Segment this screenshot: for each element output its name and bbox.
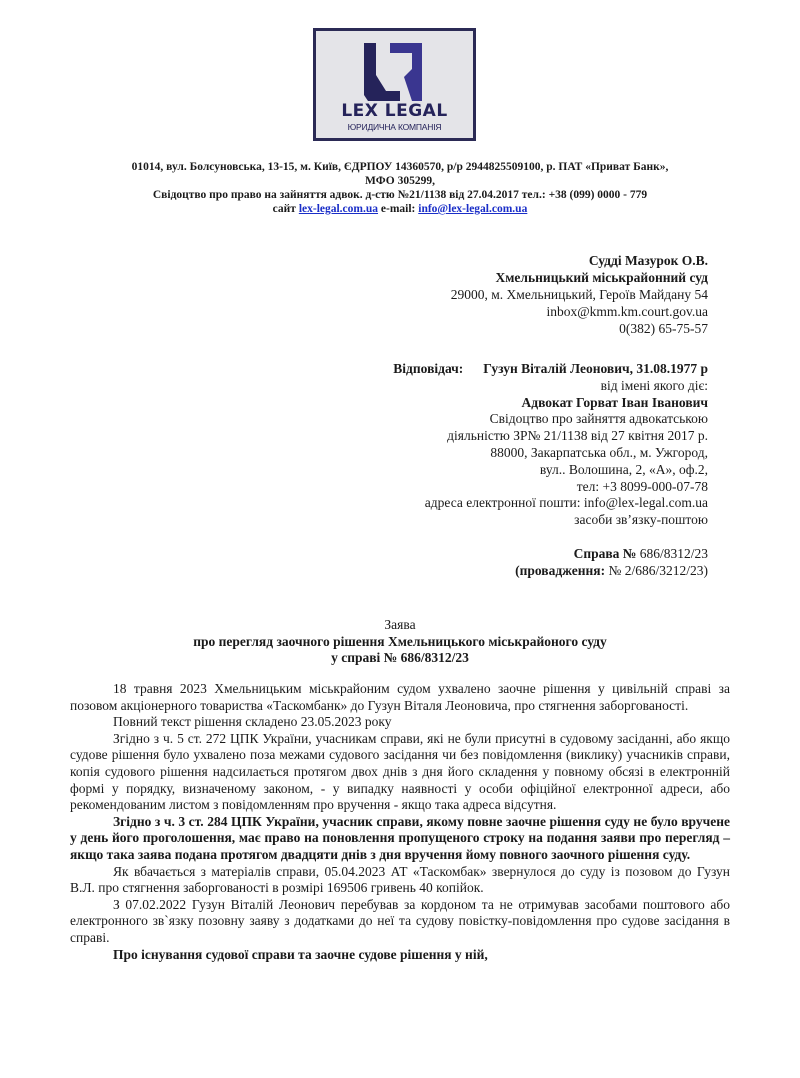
body-paragraph: Згідно з ч. 3 ст. 284 ЦПК України, учасник справи, якому повне заочне рішення суду не було вручене у день його проголошення, має право на поновлення пропущеного строку на подання заяви про перегляд – якщо така заява подана протягом двадцяти днів з дня вручення йому повного заочного рішення суду. [70,813,730,862]
body-paragraph: Як вбачається з матеріалів справи, 05.04.2023 АТ «Таскомбак» звернулося до суду із позовом до Гузун В.Л. про стягнення заборгованості в розмірі 169506 гривень 40 копійок. [70,863,730,896]
addressee-block [451,252,708,337]
letterhead-contacts [100,202,700,216]
case-number: 686/8312/23 [639,546,708,561]
court-email: inbox@kmm.km.court.gov.ua [546,304,708,319]
document-title [100,617,700,667]
on-behalf-text: від імені якого діє: [600,377,708,393]
site-link[interactable]: lex-legal.com.ua [298,203,379,215]
body-paragraph: Повний текст рішення складено 23.05.2023 року [113,714,392,730]
email-label: e-mail: [380,203,416,215]
contact-means: засоби зв’язку-поштою [574,512,708,528]
body-paragraph: Згідно з ч. 5 ст. 272 ЦПК України, учасникам справи, які не були присутні в судовому засіданні, або якщо судове рішення було ухвалено поза межами судового засідання чи без повідомлення (виклику) учасників справи, копія судового рішення надсилається протягом двох днів з дня його складення у повному обсязі в електронній формі у порядку, визначеному законом, - у випадку наявності у особи офіційної електронної адреси, або рекомендованим листом з повідомленням про вручення - якщо така адреса відсутня. [70,730,730,813]
lawyer-email: адреса електронної пошти: info@lex-legal.com.ua [424,495,708,511]
title-line1: Заява [384,617,416,632]
letterhead-address: 01014, вул. Болсуновська, 13-15, м. Київ, ЄДРПОУ 14360570, р/р 2944825509100, р. ПАТ «Приват Банк», [131,161,669,173]
body-paragraph: Про існування судової справи та заочне судове рішення у ній, [113,946,488,962]
title-line3: у справі № 686/8312/23 [331,650,469,665]
lawyer-certificate-line2: діяльністю ЗР№ 21/1138 від 27 квітня 2017 р. [447,428,708,444]
court-phone: 0(382) 65-75-57 [619,321,708,336]
lawyer-phone: тел: +3 8099-000-07-78 [576,478,708,494]
company-logo [313,28,476,141]
court-address: 29000, м. Хмельницький, Героїв Майдану 54 [450,287,708,302]
body-paragraph: З 07.02.2022 Гузун Віталій Леонович перебував за кордоном та не отримував засобами поштового або електронного зв`язку позовну заяву з додатками до неї та судову повістку-повідомлення про судове засідання в справі. [70,896,730,945]
case-block [515,545,708,579]
lawyer-name: Адвокат Горват Іван Іванович [521,394,708,410]
title-line2: про перегляд заочного рішення Хмельницького міськрайоного суду [193,633,607,649]
lawyer-address-line2: вул.. Волошина, 2, «А», оф.2, [539,461,708,477]
lawyer-certificate-line1: Свідоцтво про зайняття адвокатською [489,411,708,427]
judge-name: Судді Мазурок О.В. [588,253,708,268]
letterhead-mfo: МФО 305299, [365,175,435,187]
logo-name: LEX LEGAL [341,101,448,121]
respondent-name: Гузун Віталій Леонович, 31.08.1977 р [483,361,708,376]
letterhead-info [100,160,700,216]
proceeding-label: (провадження: [515,563,606,578]
lawyer-address-line1: 88000, Закарпатська обл., м. Ужгород, [490,444,708,460]
email-link[interactable]: info@lex-legal.com.ua [418,203,528,215]
site-label: сайт [272,203,296,215]
lex-legal-logo-icon [360,41,430,103]
respondent-line [258,361,708,378]
logo-subtitle: ЮРИДИЧНА КОМПАНІЯ [347,122,442,132]
case-number-line [515,545,708,562]
court-name: Хмельницький міськрайонний суд [495,270,708,285]
proceeding-number: № 2/686/3212/23) [608,563,708,578]
respondent-block [258,361,708,529]
case-label: Справа № [573,546,637,561]
respondent-label: Відповідач: [393,361,464,376]
document-body [70,681,730,963]
proceeding-line [515,562,708,579]
body-paragraph: 18 травня 2023 Хмельницьким міськрайоним судом ухвалено заочне рішення у цивільній справі за позовом акціонерного товариства «Таскомбанк» до Гузун Віталя Леоновича, про стягнення заборгованості. [70,681,730,713]
letterhead-certificate: Свідоцтво про право на зайняття адвок. д-стю №21/1138 від 27.04.2017 тел.: +38 (099) 0000 - 779 [152,189,648,201]
